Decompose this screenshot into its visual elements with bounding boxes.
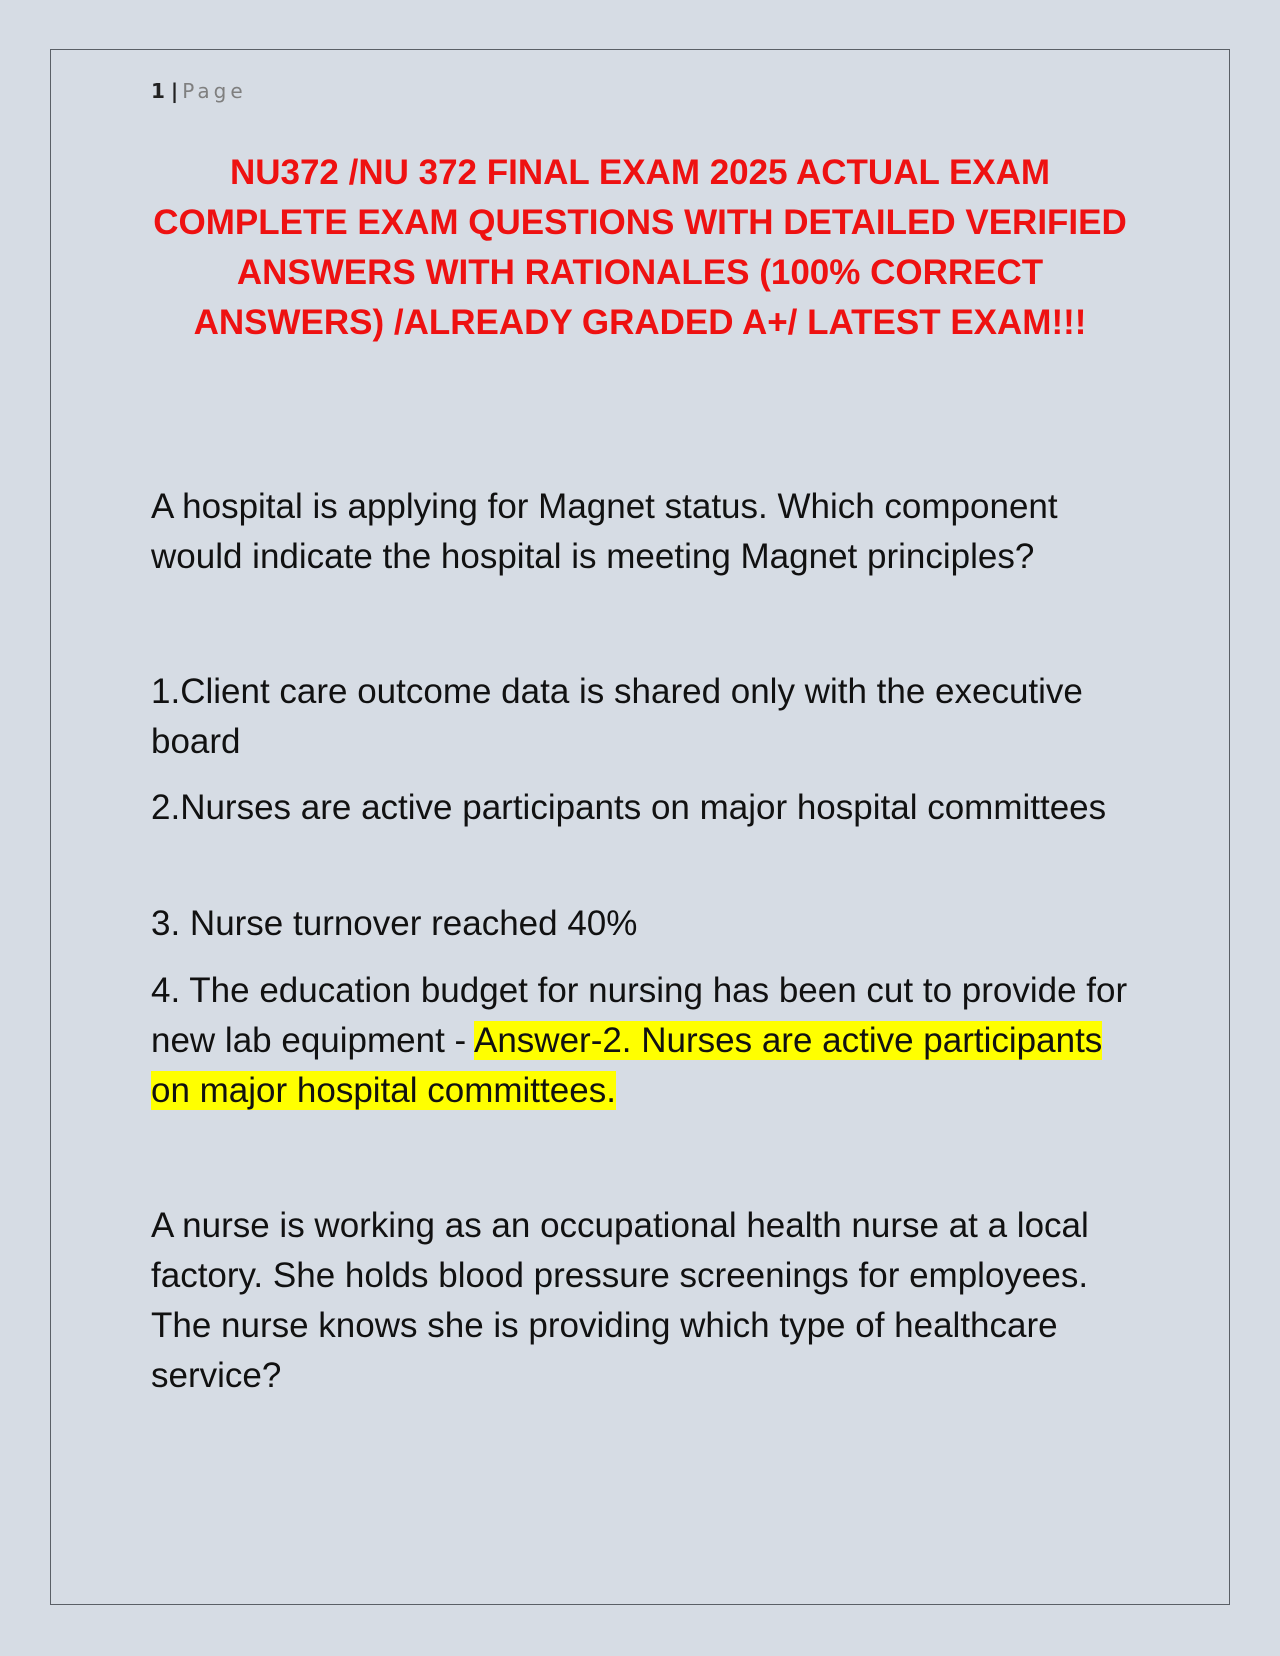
question-1-answer: Answer-2. Nurses are active participants on major hospital committees.	[151, 1021, 1103, 1110]
page-label: Page	[182, 79, 247, 103]
page-number-separator: |	[170, 79, 179, 103]
question-2-text: A nurse is working as an occupational health nurse at a local factory. She holds blood pressure screenings for employees. The nurse knows she is providing which type of healthcare service?	[151, 1206, 1089, 1395]
question-1-option-3: 3. Nurse turnover reached 40%	[151, 904, 638, 943]
question-1-option-2: 2.Nurses are active participants on major hospital committees	[151, 788, 1107, 827]
question-1-text: A hospital is applying for Magnet status. Which component would indicate the hospital is meeting Magnet principles?	[151, 487, 1058, 576]
question-1-option-1: 1.Client care outcome data is shared only with the executive board	[151, 672, 1083, 761]
page-number	[151, 78, 247, 104]
page-number-value: 1	[151, 79, 165, 103]
document-title: NU372 /NU 372 FINAL EXAM 2025 ACTUAL EXAM COMPLETE EXAM QUESTIONS WITH DETAILED VERIFIED ANSWERS WITH RATIONALES (100% CORRECT ANSWERS) /ALREADY GRADED A+/ LATEST EXAM!!!	[153, 153, 1127, 342]
question-1-option-4-text: 4. The education budget for nursing has been cut to provide for new lab equipment -	[151, 971, 1128, 1060]
question-1-option-4	[151, 966, 1141, 1116]
